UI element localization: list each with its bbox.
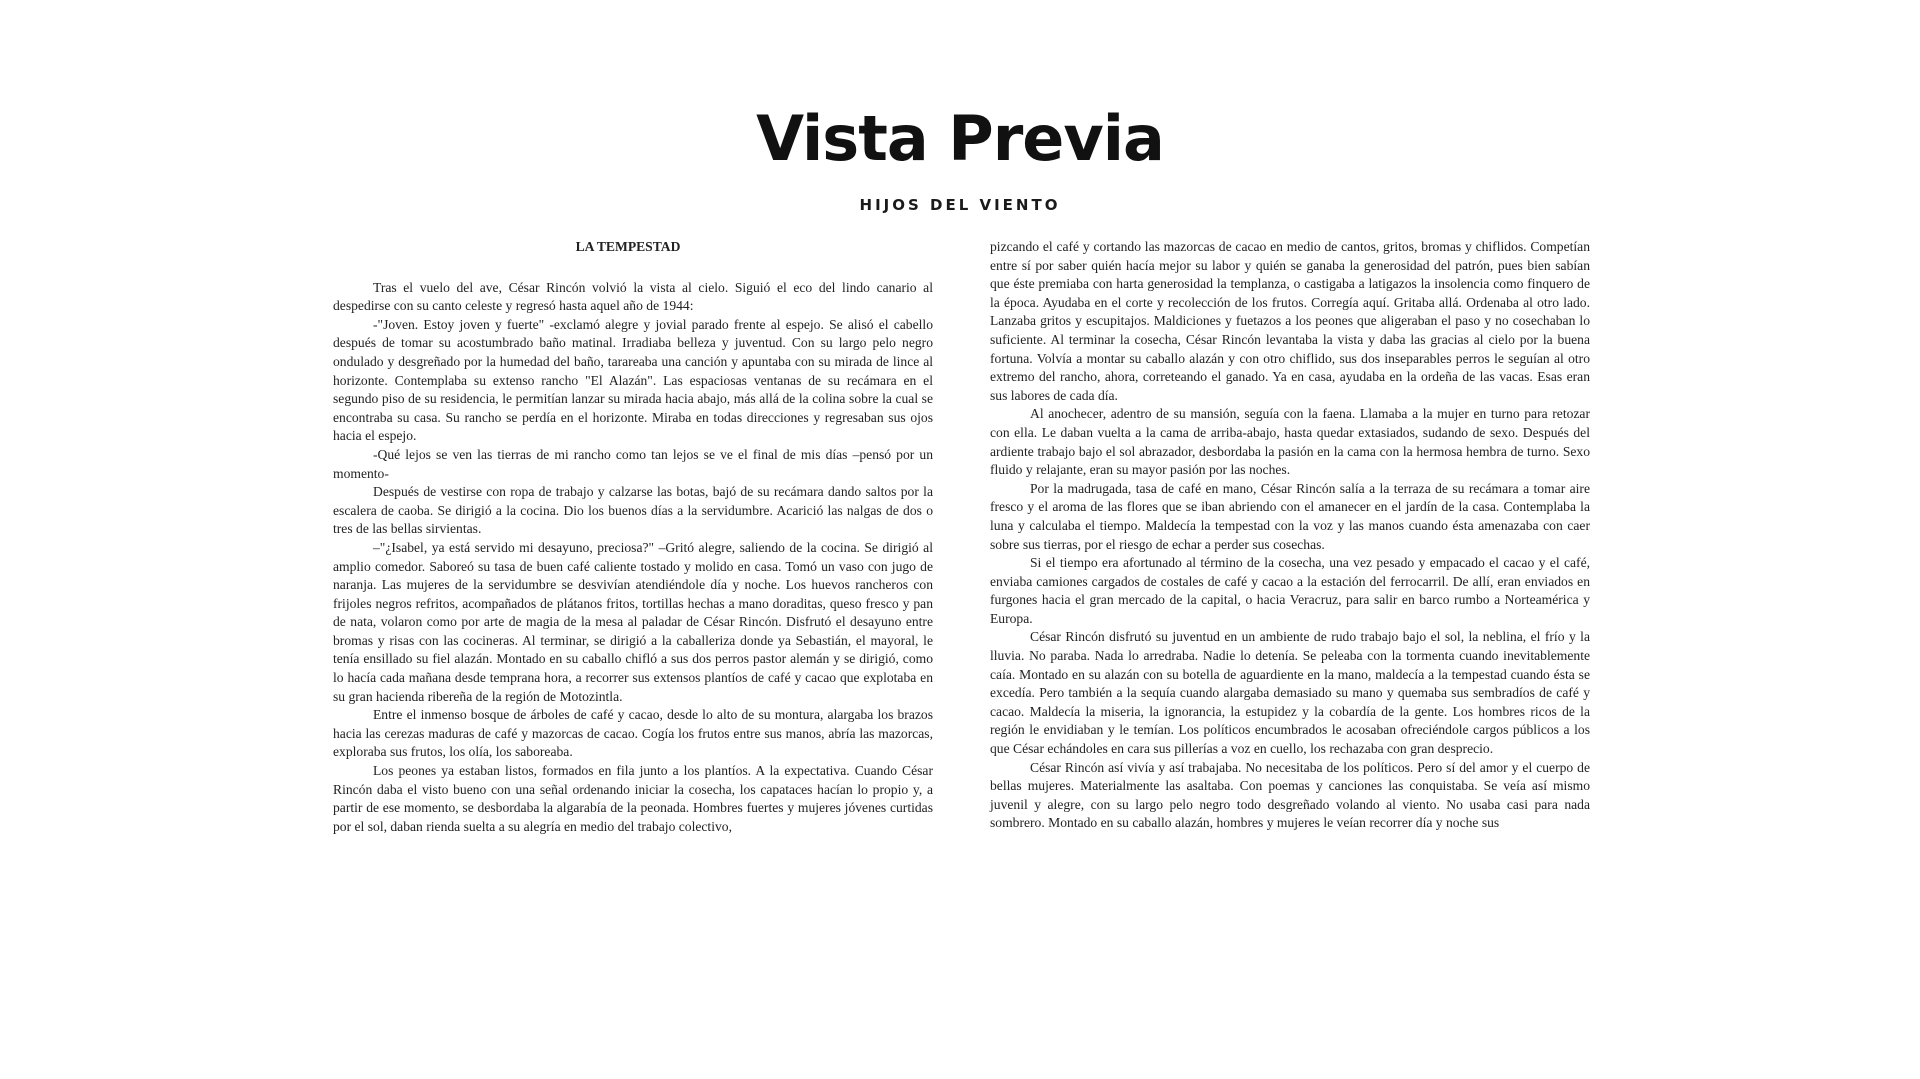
paragraph: –"¿Isabel, ya está servido mi desayuno, preciosa?" –Gritó alegre, saliendo de la cocina. Se dirigió al amplio comedor. Saboreó su tasa de buen café caliente tostado y molido en casa. Tomó un vaso con jugo de naranja. Las mujeres de la servidumbre se desvivían atendiéndole día y noche. Los huevos rancheros con frijoles negros refritos, acompañados de plátanos fritos, tortillas hechas a mano doraditas, queso fresco y pan de nata, volaron como por arte de magia de la mesa al paladar de César Rincón. Disfrutó el desayuno entre bromas y risas con las cocineras. Al terminar, se dirigió a la caballeriza donde ya Sebastián, el mayoral, le tenía ensillado su fiel alazán. Montado en su caballo chifló a sus dos perros pastor alemán y se dirigió, como lo hacía cada mañana desde temprana hora, a recorrer sus extensos plantíos de café y cacao que explotaba en su gran hacienda ribereña de la región de Motozintla. [333, 539, 933, 704]
paragraph: Por la madrugada, tasa de café en mano, César Rincón salía a la terraza de su recámara a tomar aire fresco y el aroma de las flores que se iban abriendo con el amanecer en el jardín de la casa. Contemplaba la luna y calculaba el tiempo. Maldecía la tempestad con la voz y las manos cuando ésta amenazaba con caer sobre sus tierras, por el riesgo de echar a perder sus cosechas. [990, 480, 1590, 552]
paragraph: Tras el vuelo del ave, César Rincón volvió la vista al cielo. Siguió el eco del lindo canario al despedirse con su canto celeste y regresó hasta aquel año de 1944: [333, 279, 933, 314]
paragraph: -"Joven. Estoy joven y fuerte" -exclamó alegre y jovial parado frente al espejo. Se alisó el cabello después de tomar su acostumbrado baño matinal. Irradiaba belleza y juventud. Con su largo pelo negro ondulado y desgreñado por la humedad del baño, tarareaba una canción y apuntaba con su mirada de lince al horizonte. Contemplaba su extenso rancho "El Alazán". Las espaciosas ventanas de su recámara en el segundo piso de su residencia, le permitían lanzar su mirada hacia abajo, más allá de la colina sobre la cual se encontraba su casa. Su rancho se perdía en el horizonte. Miraba en todas direcciones y regresaban sus ojos hacia el espejo. [333, 316, 933, 444]
book-subtitle: HIJOS DEL VIENTO [859, 196, 1061, 214]
paragraph: -Qué lejos se ven las tierras de mi rancho como tan lejos se ve el final de mis días –pensó por un momento- [333, 446, 933, 481]
paragraph: pizcando el café y cortando las mazorcas de cacao en medio de cantos, gritos, bromas y chiflidos. Competían entre sí por saber quién hacía mejor su labor y quién se ganaba la generosidad del patrón, pues bien sabían que éste premiaba con harta generosidad la templanza, o castigaba a latigazos la insolencia como finquero de la época. Ayudaba en el corte y recolección de los frutos. Corregía aquí. Gritaba allá. Ordenaba al otro lado. Lanzaba gritos y escupitajos. Maldiciones y fuetazos a los peones que aligeraban el paso y no cosechaban lo suficiente. Al terminar la cosecha, César Rincón levantaba la vista y daba las gracias al cielo por la buena fortuna. Volvía a montar su caballo alazán y con otro chiflido, sus dos inseparables perros le seguían al otro extremo del rancho, ahora, correteando el ganado. Ya en casa, ayudaba en la ordeña de las vacas. Esas eran sus labores de cada día. [990, 239, 1590, 403]
left-text-column [333, 238, 933, 836]
chapter-title: LA TEMPESTAD [575, 239, 681, 254]
paragraph: César Rincón disfrutó su juventud en un ambiente de rudo trabajo bajo el sol, la neblina, el frío y la lluvia. No paraba. Nada lo arredraba. Nadie lo detenía. Se peleaba con la tormenta cuando inevitablemente caía. Montado en su alazán con su botella de aguardiente en la mano, maldecía a la tempestad cuando ésta se excedía. Pero también a la sequía cuando alargaba demasiado su mano y quemaba sus sembradíos de café y cacao. Maldecía la miseria, la ignorancia, la estupidez y la cobardía de la gente. Los hombres ricos de la región le envidiaban y le temían. Los políticos encumbrados le acosaban ofreciéndole cargos públicos a los que César echándoles en cara sus pillerías a voz en cuello, los rechazaba con gran desprecio. [990, 629, 1590, 757]
page-title: Vista Previa [756, 102, 1164, 175]
paragraph: Los peones ya estaban listos, formados en fila junto a los plantíos. A la expectativa. Cuando César Rincón daba el visto bueno con una señal ordenando iniciar la cosecha, los capataces hacían lo propio y, a partir de ese momento, se desbordaba la algarabía de la peonada. Hombres fuertes y mujeres jóvenes curtidas por el sol, daban rienda suelta a su alegría en medio del trabajo colectivo, [333, 763, 933, 834]
paragraph: Al anochecer, adentro de su mansión, seguía con la faena. Llamaba a la mujer en turno para retozar con ella. Le daban vuelta a la cama de arriba-abajo, hasta quedar extasiados, sudando de sexo. Después del ardiente trabajo bajo el sol abrazador, desbordaba la pasión en la cama con la hermosa hembra de turno. Sexo fluido y relajante, eran su mayor pasión por las noches. [990, 406, 1590, 478]
paragraph: Si el tiempo era afortunado al término de la cosecha, una vez pesado y empacado el cacao y el café, enviaba camiones cargados de costales de café y cacao a la estación del ferrocarril. De allí, eran enviados en furgones hacia el gran mercado de la capital, o hacia Veracruz, para salir en barco rumbo a Norteamérica y Europa. [990, 555, 1590, 626]
right-text-column [990, 238, 1590, 833]
paragraph: Después de vestirse con ropa de trabajo y calzarse las botas, bajó de su recámara dando saltos por la escalera de caoba. Se dirigió a la cocina. Dio los buenos días a la servidumbre. Acarició las nalgas de dos o tres de las bellas sirvientas. [333, 484, 933, 537]
paragraph: César Rincón así vivía y así trabajaba. No necesitaba de los políticos. Pero sí del amor y el cuerpo de bellas mujeres. Materialmente las asaltaba. Con poemas y canciones las conquistaba. Se veía así mismo juvenil y alegre, con su largo pelo negro todo desgreñado volando al viento. No usaba casi para nada sombrero. Montado en su caballo alazán, hombres y mujeres le veían recorrer día y noche sus [990, 759, 1590, 831]
paragraph: Entre el inmenso bosque de árboles de café y cacao, desde lo alto de su montura, alargaba los brazos hacia las cerezas maduras de café y mazorcas de cacao. Cogía los frutos entre sus manos, abría las mazorcas, exploraba sus frutos, los olía, los saboreaba. [333, 707, 933, 760]
